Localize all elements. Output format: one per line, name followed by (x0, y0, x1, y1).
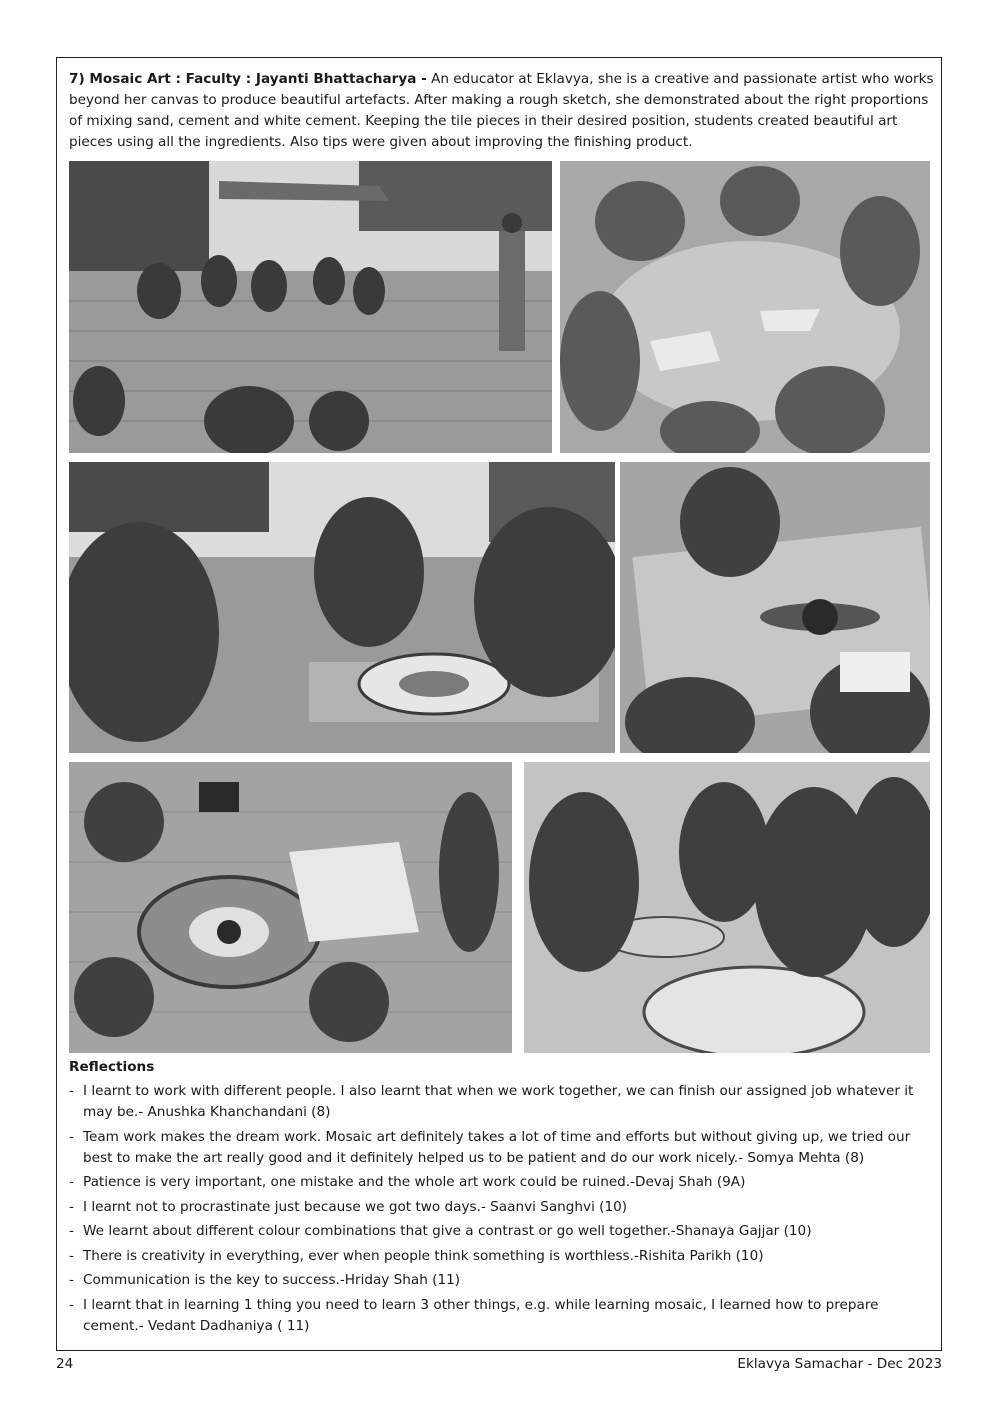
page-number: 24 (56, 1356, 74, 1372)
reflection-text: Communication is the key to success.-Hriday Shah (11) (83, 1272, 461, 1288)
photo-students-sorting-tiles (560, 161, 930, 453)
list-item (69, 1246, 935, 1267)
intro-body: An educator at Eklavya, she is a creative and passionate artist who works beyond her canvas to produce beautiful artefacts. After making a rough sketch, she demonstrated about the right proportions of mixing sand, cement and white cement. Keeping the tile pieces in their desired position, students created beautiful art pieces using all the ingredients. Also tips were given about improving the finishing product. (69, 71, 934, 150)
reflection-text: I learnt that in learning 1 thing you need to learn 3 other things, e.g. while learning mosaic, I learned how to prepare cement.- Vedant Dadhaniya ( 11) (83, 1296, 879, 1334)
list-dash: - (69, 1272, 74, 1288)
list-item (69, 1127, 935, 1169)
list-item (69, 1197, 935, 1218)
list-item (69, 1221, 935, 1242)
list-dash: - (69, 1223, 74, 1239)
list-item (69, 1081, 935, 1123)
reflection-text: I learnt to work with different people. I also learnt that when we work together, we can finish our assigned job whatever it may be.- Anushka Khanchandani (8) (83, 1083, 914, 1120)
reflection-text: Team work makes the dream work. Mosaic art definitely takes a lot of time and efforts but without giving up, we tried our best to make the art really good and it definitely helped us to be patient and do our work nicely.- Somya Mehta (8) (83, 1128, 911, 1166)
photo-faculty-demonstration (69, 161, 552, 453)
reflection-text: There is creativity in everything, ever when people think something is worthless.-Rishita Parikh (10) (83, 1247, 764, 1264)
reflection-text: We learnt about different colour combinations that give a contrast or go well together.-Shanaya Gajjar (10) (83, 1223, 812, 1239)
list-dash: - (69, 1198, 74, 1215)
list-dash: - (69, 1083, 74, 1099)
photo-students-placing-tiles (524, 762, 930, 1053)
list-dash: - (69, 1296, 74, 1313)
photo-eye-mosaic (69, 762, 512, 1053)
list-item (69, 1270, 935, 1291)
publication-footer: Eklavya Samachar - Dec 2023 (737, 1356, 942, 1372)
reflections-list (69, 1081, 935, 1340)
intro-heading: 7) Mosaic Art : Faculty : Jayanti Bhattacharya - (69, 71, 427, 87)
list-item (69, 1295, 935, 1337)
intro-paragraph (69, 69, 935, 153)
list-dash: - (69, 1128, 74, 1145)
photo-circular-mosaic-work (69, 462, 615, 753)
list-dash: - (69, 1247, 74, 1264)
list-item (69, 1172, 935, 1193)
list-dash: - (69, 1174, 74, 1190)
photo-mosaic-board-top-view (620, 462, 930, 753)
reflection-text: Patience is very important, one mistake and the whole art work could be ruined.-Devaj Shah (9A) (83, 1174, 746, 1190)
reflections-heading: Reflections (69, 1059, 155, 1075)
reflection-text: I learnt not to procrastinate just because we got two days.- Saanvi Sanghvi (10) (83, 1198, 628, 1215)
